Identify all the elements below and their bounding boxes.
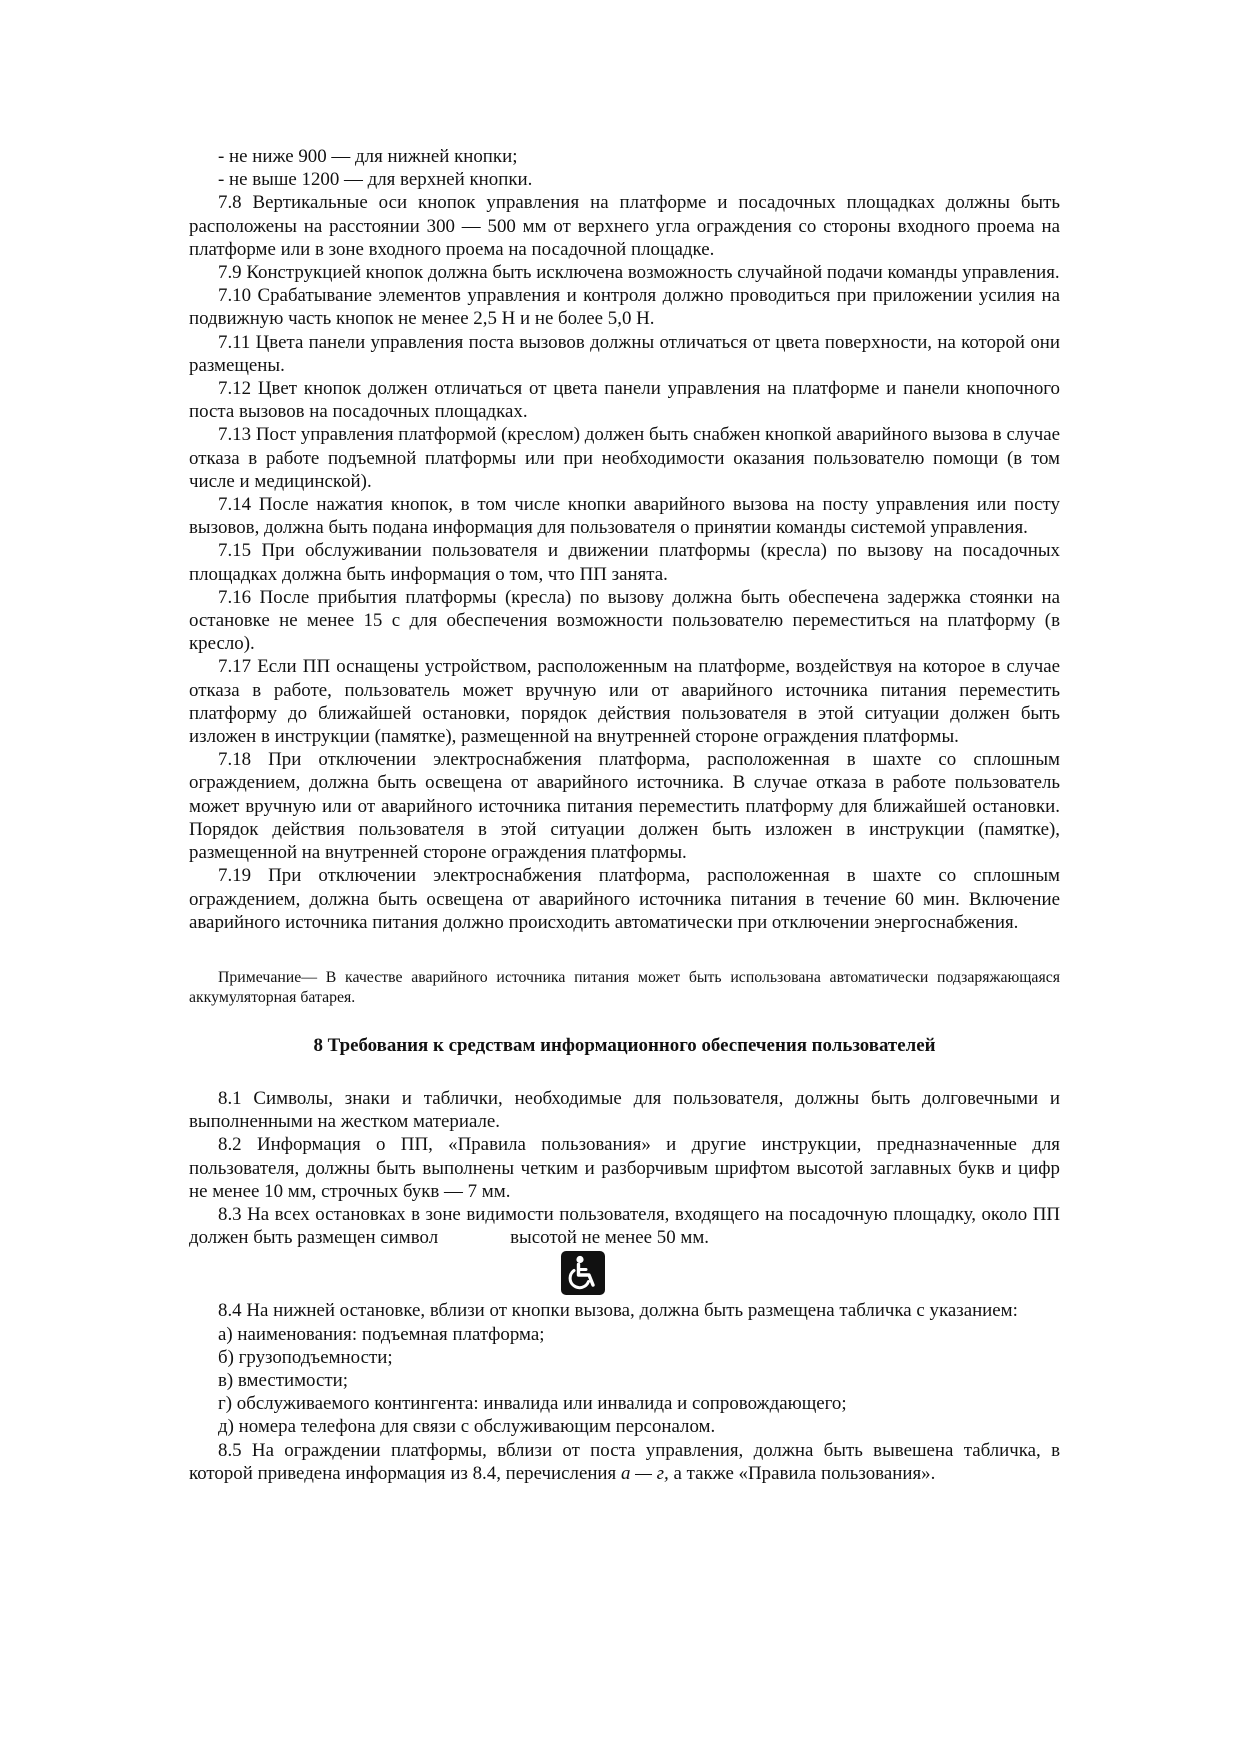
- section-heading: 8 Требования к средствам информационного обеспечения пользователей: [313, 1034, 936, 1056]
- paragraph-7-13: 7.13 Пост управления платформой (креслом) должен быть снабжен кнопкой аварийного вызова в случае отказа в работе подъемной платформы или при необходимости оказания пользователю помощи (в том числе и медицинской).: [189, 424, 1060, 492]
- paragraph-8-5-tail: а также «Правила пользования».: [673, 1462, 936, 1484]
- paragraph-7-11: 7.11 Цвета панели управления поста вызовов должны отличаться от цвета поверхности, на которой они размещены.: [189, 331, 1060, 376]
- paragraph-8-2: 8.2 Информация о ПП, «Правила пользования» и другие инструкции, предназначенные для пользователя, должны быть выполнены четким и разборчивым шрифтом высотой заглавных букв и цифр не менее 10 мм, строчных букв — 7 мм.: [189, 1134, 1060, 1202]
- list-item: д) номера телефона для связи с обслуживающим персоналом.: [218, 1416, 716, 1438]
- wheelchair-icon: [561, 1251, 605, 1295]
- paragraph-7-8: 7.8 Вертикальные оси кнопок управления на платформе и посадочных площадках должны быть расположены на расстоянии 300 — 500 мм от верхнего угла ограждения со стороны входного проема на платформе или в зоне входного проема на посадочной площадке.: [189, 192, 1060, 260]
- note: Примечание— В качестве аварийного источника питания может быть использована автоматически подзаряжающаяся аккумуляторная батарея.: [189, 968, 1060, 1006]
- paragraph-7-17: 7.17 Если ПП оснащены устройством, расположенным на платформе, воздействуя на которое в случае отказа в работе, пользователь может вручную или от аварийного источника питания переместить платформу до ближайшей остановки, порядок действия пользователя в этой ситуации должен быть изложен в инструкции (памятке), размещенной на внутренней стороне ограждения платформы.: [189, 656, 1060, 748]
- paragraph-7-9: 7.9 Конструкцией кнопок должна быть исключена возможность случайной подачи команды управления.: [218, 262, 1060, 284]
- paragraph-8-5-italic: а — г,: [620, 1462, 669, 1484]
- document-page: [189, 145, 1060, 1485]
- paragraph-8-5: [189, 1439, 1060, 1485]
- paragraph-8-3-tail: высотой не менее 50 мм.: [510, 1227, 710, 1249]
- paragraph-8-4: 8.4 На нижней остановке, вблизи от кнопки вызова, должна быть размещена табличка с указанием:: [218, 1300, 1018, 1322]
- list-item: а) наименования: подъемная платформа;: [218, 1323, 545, 1345]
- list-item: в) вместимости;: [218, 1369, 348, 1391]
- paragraph-7-12: 7.12 Цвет кнопок должен отличаться от цвета панели управления на платформе и панели кнопочного поста вызовов на посадочных площадках.: [189, 378, 1060, 423]
- paragraph-8-3-text: 8.3 На всех остановках в зоне видимости пользователя, входящего на посадочную площадку, около ПП должен быть размещен символ: [189, 1203, 1060, 1249]
- paragraph-7-14: 7.14 После нажатия кнопок, в том числе кнопки аварийного вызова на посту управления или посту вызовов, должна быть подана информация для пользователя о принятии команды системой управления.: [189, 494, 1060, 539]
- paragraph-7-10: 7.10 Срабатывание элементов управления и контроля должно проводиться при приложении усилия на подвижную часть кнопок не менее 2,5 Н и не более 5,0 Н.: [189, 285, 1060, 330]
- paragraph-8-1: 8.1 Символы, знаки и таблички, необходимые для пользователя, должны быть долговечными и выполненными на жестком материале.: [189, 1087, 1060, 1133]
- list-item: г) обслуживаемого контингента: инвалида или инвалида и сопровождающего;: [218, 1393, 847, 1415]
- symbol-row: [189, 1251, 1060, 1297]
- paragraph-8-3: [189, 1203, 1060, 1249]
- list-item: - не выше 1200 — для верхней кнопки.: [218, 169, 533, 191]
- list-item: б) грузоподъемности;: [218, 1346, 393, 1368]
- paragraph-8-5-text: 8.5 На ограждении платформы, вблизи от поста управления, должна быть вывешена табличка, в которой приведена информация из 8.4, перечисления: [189, 1439, 1060, 1484]
- paragraph-7-18: 7.18 При отключении электроснабжения платформа, расположенная в шахте со сплошным ограждением, должна быть освещена от аварийного источника. В случае отказа в работе пользователь может вручную или от аварийного источника питания переместить платформу для ближайшей остановки. Порядок действия пользователя в этой ситуации должен быть изложен в инструкции (памятке), размещенной на внутренней стороне ограждения платформы.: [189, 749, 1060, 864]
- list-item: - не ниже 900 — для нижней кнопки;: [218, 146, 518, 167]
- paragraph-7-15: 7.15 При обслуживании пользователя и движении платформы (кресла) по вызову на посадочных площадках должна быть информация о том, что ПП занята.: [189, 540, 1060, 585]
- paragraph-7-16: 7.16 После прибытия платформы (кресла) по вызову должна быть обеспечена задержка стоянки на остановке не менее 15 с для обеспечения возможности пользователю переместиться на платформу (в кресло).: [189, 586, 1060, 655]
- paragraph-7-19: 7.19 При отключении электроснабжения платформа, расположенная в шахте со сплошным ограждением, должна быть освещена от аварийного источника питания в течение 60 мин. Включение аварийного источника питания должно происходить автоматически при отключении энергоснабжения.: [189, 865, 1060, 933]
